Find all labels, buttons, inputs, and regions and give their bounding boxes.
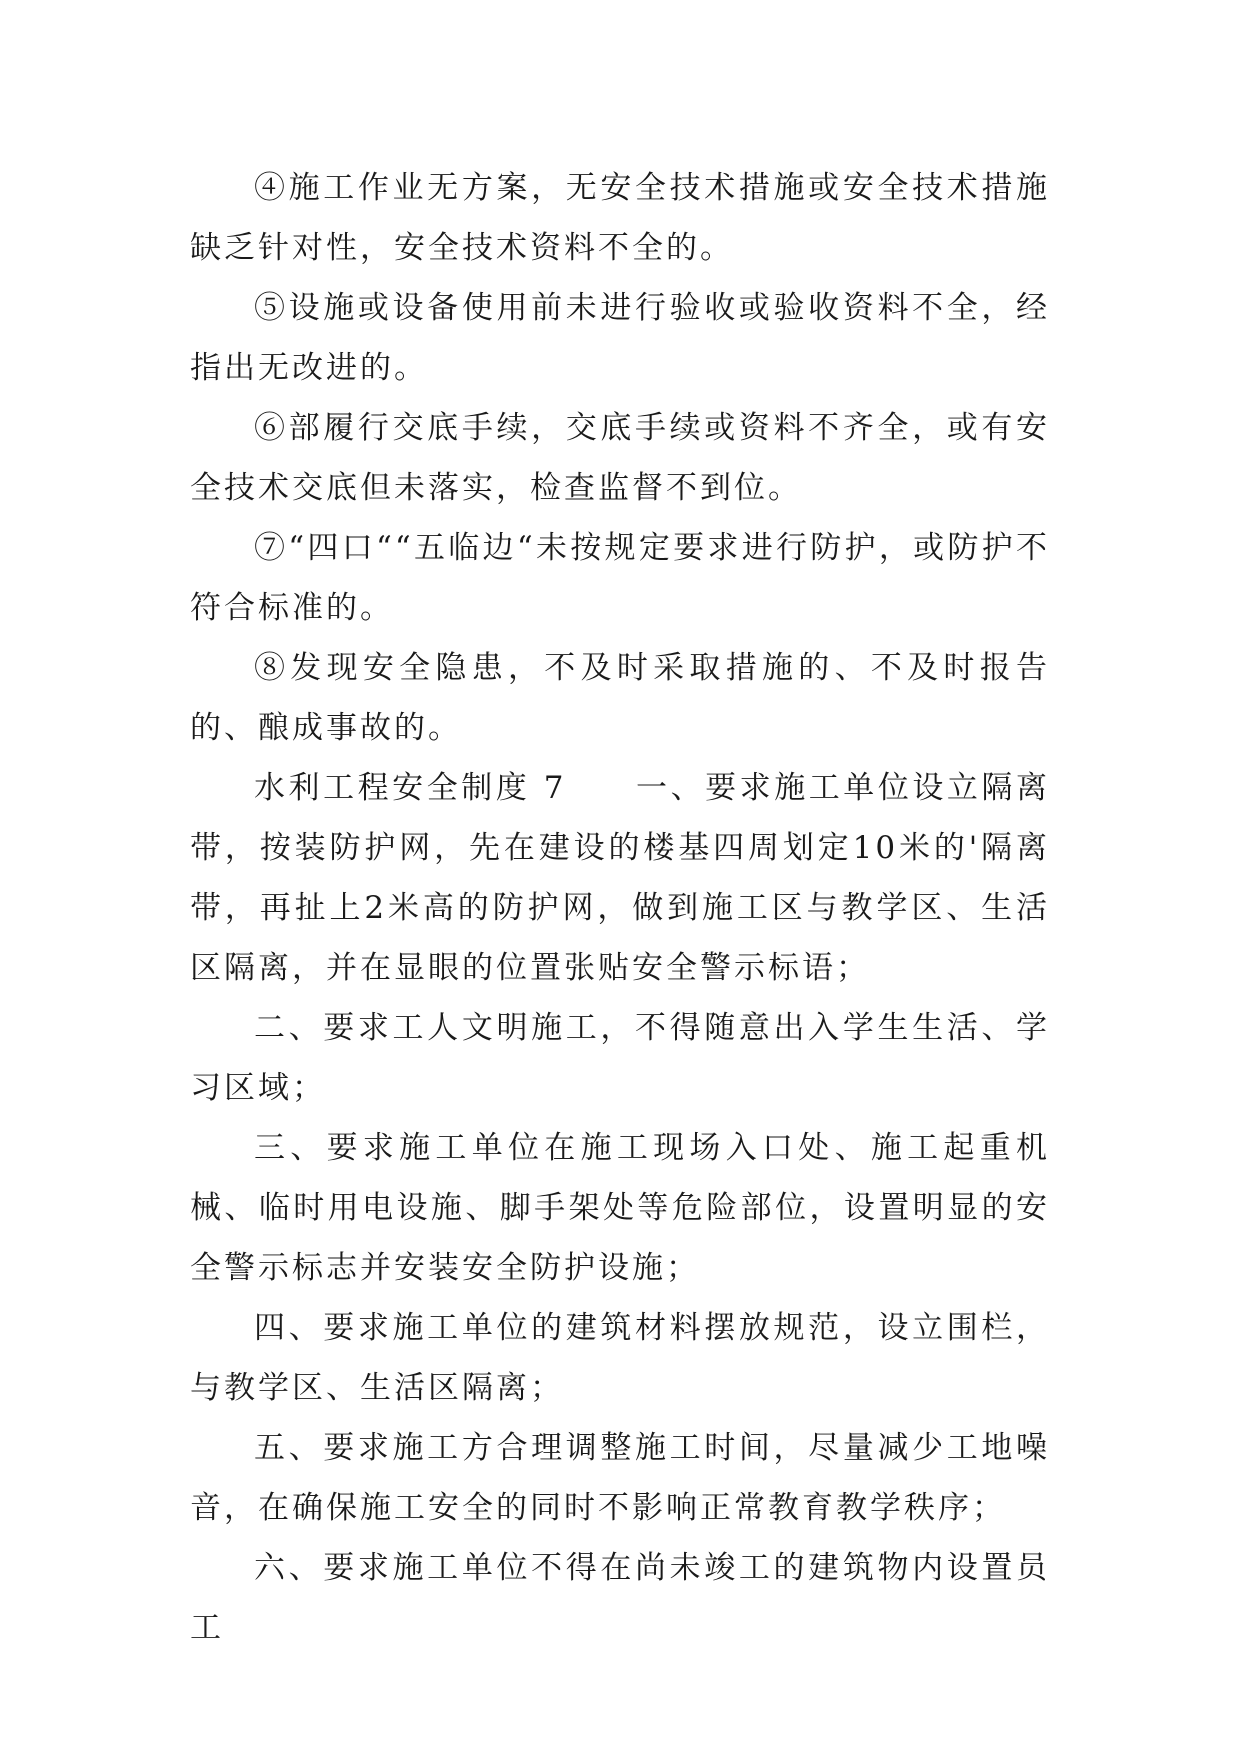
paragraph-rule-6: 六、要求施工单位不得在尚未竣工的建筑物内设置员工 (190, 1550, 1050, 1646)
paragraph-item-7: ⑦“四口““五临边“未按规定要求进行防护，或防护不符合标准的。 (190, 530, 1050, 626)
paragraph-item-8: ⑧发现安全隐患，不及时采取措施的、不及时报告的、酿成事故的。 (190, 650, 1050, 746)
paragraph-rule-2: 二、要求工人文明施工，不得随意出入学生生活、学习区域； (190, 1010, 1050, 1106)
paragraph-item-5: ⑤设施或设备使用前未进行验收或验收资料不全，经指出无改进的。 (190, 290, 1050, 386)
paragraph-rule-5: 五、要求施工方合理调整施工时间，尽量减少工地噪音，在确保施工安全的同时不影响正常教育教学秩序； (190, 1430, 1050, 1526)
paragraph-section-heading: 水利工程安全制度 7 一、要求施工单位设立隔离带，按装防护网，先在建设的楼基四周划定10米的'隔离带，再扯上2米高的防护网，做到施工区与教学区、生活区隔离，并在显眼的位置张贴安全警示标语； (190, 770, 1050, 986)
paragraph-rule-3: 三、要求施工单位在施工现场入口处、施工起重机械、临时用电设施、脚手架处等危险部位，设置明显的安全警示标志并安装安全防护设施； (190, 1130, 1050, 1286)
paragraph-item-4: ④施工作业无方案，无安全技术措施或安全技术措施缺乏针对性，安全技术资料不全的。 (190, 170, 1050, 266)
paragraph-rule-4: 四、要求施工单位的建筑材料摆放规范，设立围栏，与教学区、生活区隔离； (190, 1310, 1050, 1406)
document-body (190, 158, 1050, 1658)
paragraph-item-6: ⑥部履行交底手续，交底手续或资料不齐全，或有安全技术交底但未落实，检查监督不到位。 (190, 410, 1050, 506)
